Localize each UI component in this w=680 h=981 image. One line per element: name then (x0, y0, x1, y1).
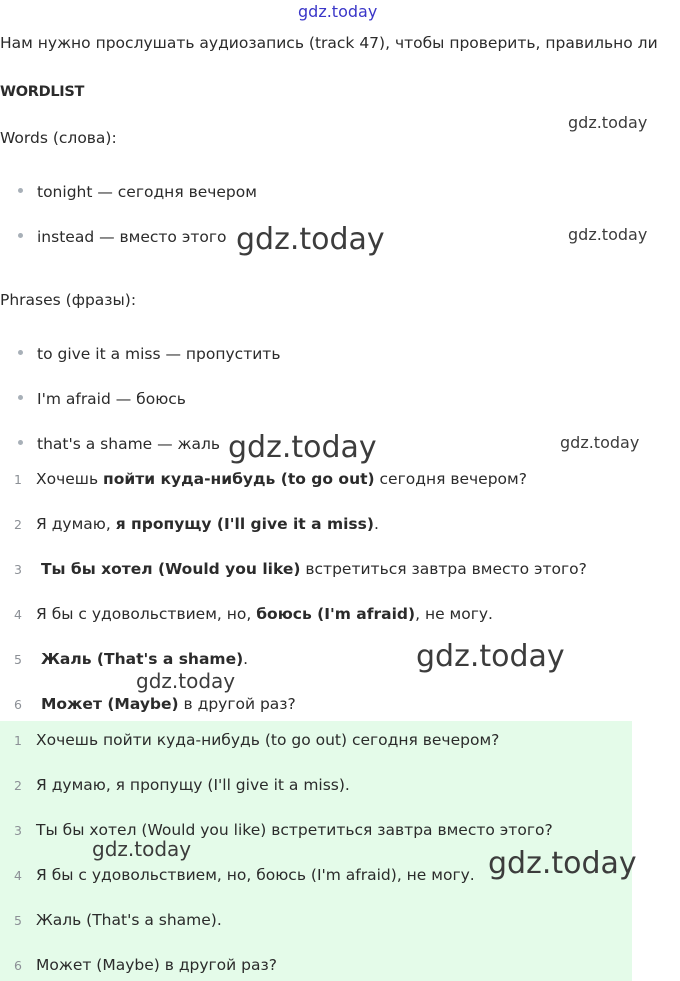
answer-line: 1 Хочешь пойти куда-нибудь (to go out) сегодня вечером? (14, 731, 500, 749)
bullet-dot (18, 188, 23, 193)
answer-line: 5 Жаль (That's a shame). (14, 911, 222, 929)
word-item: tonight — сегодня вечером (18, 183, 257, 201)
exercise-line: 2 Я думаю, я пропущу (I'll give it a miss). (14, 515, 379, 533)
bullet-dot (18, 440, 23, 445)
watermark: gdz.today (136, 669, 236, 693)
watermark: gdz.today (92, 837, 192, 861)
answer-line: 6 Может (Maybe) в другой раз? (14, 956, 277, 974)
phrases-heading: Phrases (фразы): (0, 291, 137, 309)
watermark: gdz.today (228, 430, 377, 465)
answer-line: 2 Я думаю, я пропущу (I'll give it a miss). (14, 776, 350, 794)
phrase-item: I'm afraid — боюсь (18, 390, 186, 408)
exercise-line: 6 Может (Maybe) в другой раз? (14, 695, 296, 713)
words-heading: Words (слова): (0, 129, 117, 147)
bullet-dot (18, 395, 23, 400)
watermark: gdz.today (568, 113, 648, 132)
watermark: gdz.today (488, 846, 637, 881)
intro-text: Нам нужно прослушать аудиозапись (track 47), чтобы проверить, правильно ли (0, 34, 658, 52)
exercise-line: 1 Хочешь пойти куда-нибудь (to go out) сегодня вечером? (14, 470, 527, 488)
exercise-line: 3 Ты бы хотел (Would you like) встретиться завтра вместо этого? (14, 560, 587, 578)
exercise-line: 5 Жаль (That's a shame). (14, 650, 249, 668)
watermark: gdz.today (236, 222, 385, 257)
word-item: instead — вместо этого (18, 228, 226, 246)
watermark: gdz.today (568, 225, 648, 244)
bullet-dot (18, 233, 23, 238)
wordlist-title: WORDLIST (0, 84, 85, 100)
phrase-item: that's a shame — жаль (18, 435, 220, 453)
watermark: gdz.today (416, 639, 565, 674)
answer-line: 4 Я бы с удовольствием, но, боюсь (I'm afraid), не могу. (14, 866, 475, 884)
bullet-dot (18, 350, 23, 355)
site-header-link[interactable]: gdz.today (298, 2, 378, 21)
exercise-line: 4 Я бы с удовольствием, но, боюсь (I'm afraid), не могу. (14, 605, 493, 623)
watermark: gdz.today (560, 433, 640, 452)
phrase-item: to give it a miss — пропустить (18, 345, 280, 363)
answer-line: 3 Ты бы хотел (Would you like) встретиться завтра вместо этого? (14, 821, 553, 839)
